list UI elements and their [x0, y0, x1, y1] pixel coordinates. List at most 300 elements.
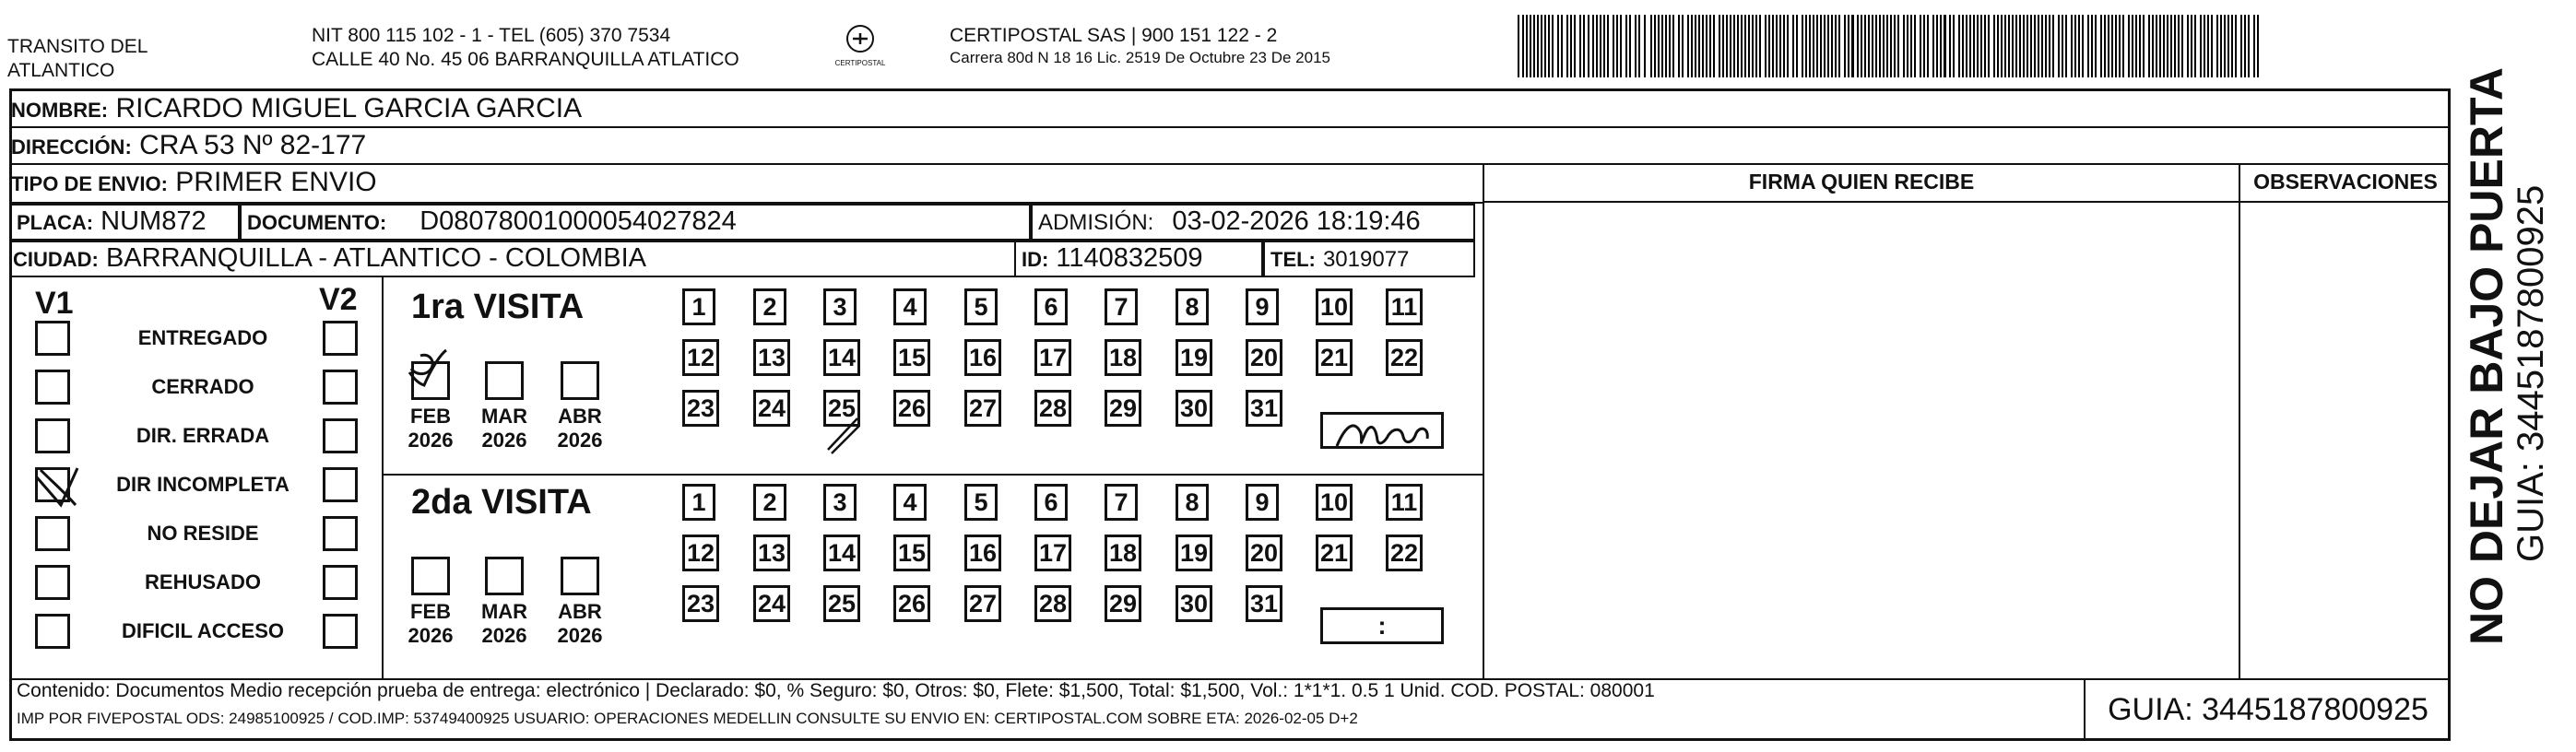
- barcode-bar: [2115, 15, 2117, 77]
- barcode-bar: [2220, 15, 2222, 77]
- day-box[interactable]: 26: [893, 390, 930, 427]
- nombre-value: RICARDO MIGUEL GARCIA GARCIA: [115, 93, 583, 123]
- barcode-bar: [1857, 15, 1859, 77]
- barcode-bar: [1596, 15, 1598, 77]
- month-year-label: 2026: [481, 429, 527, 452]
- logo-mark-icon: [828, 20, 892, 79]
- barcode-bar: [2248, 15, 2250, 77]
- barcode-bar: [2148, 15, 2150, 77]
- footer-contenido: Contenido: Documentos Medio recepción prueba de entrega: electrónico | Declarado: $0, % Seguro: $0, Otros: $0, Flete: $1,500, Total: $1,500, Vol.: 1*1*1. 0.5 1 Unid. COD. POSTAL: 080001: [17, 680, 1655, 701]
- barcode-bar: [1672, 15, 1674, 77]
- day-box[interactable]: 18: [1105, 339, 1141, 376]
- barcode-bar: [2187, 15, 2189, 77]
- day-box[interactable]: 27: [964, 390, 1001, 427]
- barcode-bar: [2119, 15, 2121, 77]
- barcode-bar: [1613, 15, 1614, 77]
- barcode-bar: [1868, 15, 1870, 77]
- day-box[interactable]: 23: [682, 585, 719, 622]
- nit-line: NIT 800 115 102 - 1 - TEL (605) 370 7534: [312, 25, 671, 46]
- day-box[interactable]: 28: [1034, 390, 1071, 427]
- day-box[interactable]: 5: [964, 484, 998, 521]
- barcode-bar: [1768, 15, 1770, 77]
- barcode-bar: [1616, 15, 1618, 77]
- day-box[interactable]: 15: [893, 339, 930, 376]
- v1-checkbox[interactable]: [35, 565, 70, 600]
- status-option-label: DIR. ERRADA: [136, 424, 270, 447]
- barcode-bar: [2027, 15, 2028, 77]
- nombre-label: NOMBRE:: [11, 99, 109, 122]
- barcode-bar: [1650, 15, 1652, 77]
- barcode-bar: [1969, 15, 1971, 77]
- firma-header: FIRMA QUIEN RECIBE: [1748, 170, 1975, 194]
- day-box[interactable]: 8: [1176, 484, 1209, 521]
- month-label: FEB: [410, 405, 451, 428]
- v2-checkbox[interactable]: [323, 516, 358, 551]
- barcode-bar: [1620, 15, 1622, 77]
- barcode-bar: [2038, 15, 2039, 77]
- barcode-bar: [1678, 15, 1680, 77]
- barcode-bar: [1579, 15, 1581, 77]
- observaciones-header: OBSERVACIONES: [2253, 170, 2438, 194]
- barcode-bar: [1709, 15, 1711, 77]
- admision-cell: [1031, 204, 1475, 241]
- barcode-bar: [2045, 15, 2047, 77]
- day-box[interactable]: 1: [682, 288, 715, 325]
- barcode-bar: [1658, 15, 1660, 77]
- barcode-bar: [2159, 15, 2161, 77]
- day-box[interactable]: 2: [753, 484, 786, 521]
- placa-value: NUM872: [100, 206, 207, 236]
- day-box[interactable]: 8: [1176, 288, 1209, 325]
- barcode-bar: [1802, 15, 1803, 77]
- status-divider: [382, 277, 384, 680]
- barcode-bar: [2216, 15, 2218, 77]
- footer-imp: IMP POR FIVEPOSTAL ODS: 24985100925 / COD.IMP: 53749400925 USUARIO: OPERACIONES MEDELLIN CONSULTE SU ENVIO EN: CERTIPOSTAL.COM SOBRE ETA: 2026-02-05 D+2: [17, 710, 1358, 727]
- barcode-bar: [1691, 15, 1693, 77]
- day-box[interactable]: 19: [1176, 535, 1212, 571]
- barcode-bar: [1787, 15, 1789, 77]
- side-guia: GUIA: 3445187800925: [2511, 184, 2551, 562]
- status-option-label: DIFICIL ACCESO: [121, 619, 284, 642]
- day-box[interactable]: 29: [1105, 390, 1141, 427]
- ciudad-label: CIUDAD:: [13, 248, 99, 271]
- day-box[interactable]: 30: [1176, 390, 1212, 427]
- barcode-bar: [1864, 15, 1866, 77]
- nombre-row: [9, 91, 2451, 128]
- documento-label: DOCUMENTO:: [247, 211, 387, 234]
- tel-value: 3019077: [1322, 247, 1410, 272]
- barcode-bar: [1600, 15, 1601, 77]
- day-box[interactable]: 4: [893, 288, 927, 325]
- barcode-bar: [1844, 15, 1846, 77]
- day-box[interactable]: 17: [1034, 339, 1071, 376]
- barcode-bar: [1518, 15, 1519, 77]
- month-checkbox[interactable]: [561, 557, 599, 595]
- barcode-bar: [1997, 15, 1999, 77]
- barcode-bar: [1665, 15, 1667, 77]
- barcode-bar: [2240, 15, 2242, 77]
- barcode-bar: [2004, 15, 2006, 77]
- barcode-bar: [2224, 15, 2226, 77]
- v1-checkbox[interactable]: [35, 418, 70, 453]
- barcode-bar: [1706, 15, 1707, 77]
- barcode-bar: [2041, 15, 2043, 77]
- barcode-bar: [1566, 15, 1568, 77]
- v1-checkbox[interactable]: [35, 321, 70, 356]
- barcode-bar: [1949, 15, 1951, 77]
- barcode-bar: [2078, 15, 2080, 77]
- placa-cell: [9, 204, 240, 241]
- barcode-bar: [1592, 15, 1594, 77]
- org-contact: [312, 24, 739, 72]
- barcode-bar: [2207, 15, 2209, 77]
- org-line2: ATLANTICO: [7, 60, 115, 81]
- barcode-bar: [1962, 15, 1964, 77]
- month-year-label: 2026: [408, 429, 454, 452]
- month-checkbox[interactable]: [485, 361, 524, 400]
- barcode-bar: [1635, 15, 1637, 77]
- barcode-bar: [1886, 15, 1888, 77]
- barcode-bar: [1883, 15, 1885, 77]
- barcode-bar: [2143, 15, 2145, 77]
- barcode-bar: [1988, 15, 1990, 77]
- barcode-bar: [1695, 15, 1696, 77]
- day-box[interactable]: 21: [1316, 535, 1353, 571]
- v1-checkbox[interactable]: [35, 370, 70, 405]
- barcode-bar: [1748, 15, 1750, 77]
- barcode-bar: [1813, 15, 1814, 77]
- org-line1: TRANSITO DEL: [7, 36, 148, 57]
- documento-value: D08078001000054027824: [419, 206, 737, 236]
- barcode-bar: [1755, 15, 1757, 77]
- barcode-bar: [2049, 15, 2050, 77]
- barcode-bar: [1741, 15, 1743, 77]
- v1-checkbox[interactable]: [35, 516, 70, 551]
- barcode-bar: [1719, 15, 1720, 77]
- day-box[interactable]: 30: [1176, 585, 1212, 622]
- barcode-bar: [1820, 15, 1822, 77]
- barcode-bar: [2235, 15, 2237, 77]
- status-option-label: DIR INCOMPLETA: [116, 473, 290, 496]
- day-box[interactable]: 23: [682, 390, 719, 427]
- day-box[interactable]: 4: [893, 484, 927, 521]
- barcode-bar: [2087, 15, 2089, 77]
- barcode-bar: [2167, 15, 2168, 77]
- day-box[interactable]: 5: [964, 288, 998, 325]
- id-value: 1140832509: [1056, 243, 1203, 273]
- barcode-bar: [1661, 15, 1663, 77]
- day-box[interactable]: 10: [1316, 484, 1353, 521]
- v2-checkbox[interactable]: [323, 370, 358, 405]
- day-box[interactable]: 24: [753, 390, 790, 427]
- barcode-bar: [2253, 15, 2255, 77]
- company-line: CERTIPOSTAL SAS | 900 151 122 - 2: [950, 25, 1278, 46]
- v2-checkbox[interactable]: [323, 321, 358, 356]
- barcode-bar: [2111, 15, 2113, 77]
- month-label: ABR: [558, 405, 602, 428]
- barcode-bar: [2074, 15, 2076, 77]
- month-year-label: 2026: [408, 624, 454, 647]
- visit-divider: [382, 474, 1484, 476]
- barcode-bar: [1537, 15, 1539, 77]
- barcode-bar: [1872, 15, 1873, 77]
- day-box[interactable]: 17: [1034, 535, 1071, 571]
- day-box[interactable]: 7: [1105, 484, 1138, 521]
- barcode-bar: [2065, 15, 2067, 77]
- side-warning: NO DEJAR BAJO PUERTA: [2461, 67, 2512, 645]
- v2-checkbox[interactable]: [323, 565, 358, 600]
- documento-cell: [240, 204, 1031, 241]
- day-box[interactable]: 29: [1105, 585, 1141, 622]
- day-box[interactable]: 20: [1246, 535, 1282, 571]
- barcode-bar: [2128, 15, 2130, 77]
- direccion-label: DIRECCIÓN:: [11, 135, 132, 159]
- day-box[interactable]: 16: [964, 339, 1001, 376]
- barcode-bar: [1776, 15, 1778, 77]
- day-box[interactable]: 13: [753, 339, 790, 376]
- barcode-bar: [2135, 15, 2137, 77]
- barcode-bar: [1603, 15, 1605, 77]
- barcode-bar: [1894, 15, 1896, 77]
- day-box[interactable]: 24: [753, 585, 790, 622]
- v2-checkbox[interactable]: [323, 418, 358, 453]
- visit-2-title: 2da VISITA: [411, 483, 592, 522]
- barcode-bar: [1805, 15, 1807, 77]
- barcode-bar: [2091, 15, 2093, 77]
- barcode-bar: [1644, 15, 1646, 77]
- observaciones-left-line: [2239, 165, 2240, 680]
- barcode-bar: [1682, 15, 1684, 77]
- tel-label: TEL:: [1270, 248, 1316, 271]
- barcode-bar: [1940, 15, 1942, 77]
- barcode-bar: [1816, 15, 1818, 77]
- direccion-value: CRA 53 Nº 82-177: [139, 130, 367, 160]
- day-box[interactable]: 18: [1105, 535, 1141, 571]
- barcode-bar: [1879, 15, 1881, 77]
- barcode-bar: [2244, 15, 2246, 77]
- day-box[interactable]: 7: [1105, 288, 1138, 325]
- barcode-bar: [1796, 15, 1798, 77]
- day-box[interactable]: 31: [1246, 390, 1282, 427]
- day-box[interactable]: 26: [893, 585, 930, 622]
- columns-header-line: [1483, 201, 2451, 203]
- barcode-bar: [2122, 15, 2124, 77]
- barcode-bar: [2023, 15, 2025, 77]
- status-option-label: REHUSADO: [145, 570, 261, 593]
- barcode-bar: [1927, 15, 1929, 77]
- day-box[interactable]: 25: [823, 390, 860, 427]
- status-option-label: NO RESIDE: [147, 522, 259, 545]
- barcode: [1518, 0, 2264, 83]
- tipo-value: PRIMER ENVIO: [175, 167, 377, 197]
- day-box[interactable]: 15: [893, 535, 930, 571]
- barcode-bar: [1835, 15, 1837, 77]
- day-box[interactable]: 14: [823, 339, 860, 376]
- barcode-bar: [2163, 15, 2165, 77]
- v2-checkbox[interactable]: [323, 467, 358, 502]
- barcode-bar: [2227, 15, 2229, 77]
- id-cell: [1014, 241, 1263, 277]
- v2-header: V2: [319, 282, 358, 317]
- footer-guia: GUIA: 3445187800925: [2108, 692, 2428, 727]
- barcode-bar: [2132, 15, 2133, 77]
- month-checkbox[interactable]: [485, 557, 524, 595]
- ciudad-cell: [9, 241, 1014, 277]
- tipo-row: [9, 165, 1484, 204]
- direccion-row: [9, 128, 2451, 165]
- barcode-bar: [1526, 15, 1528, 77]
- dir-incompleta-checkmark-icon: [33, 464, 85, 516]
- barcode-bar: [1698, 15, 1700, 77]
- day-box[interactable]: 3: [823, 484, 857, 521]
- barcode-bar: [1530, 15, 1531, 77]
- day-box[interactable]: 21: [1316, 339, 1353, 376]
- barcode-bar: [1687, 15, 1689, 77]
- barcode-bar: [2008, 15, 2010, 77]
- month-year-label: 2026: [481, 624, 527, 647]
- barcode-bar: [2231, 15, 2233, 77]
- barcode-bar: [2257, 15, 2259, 77]
- day-box[interactable]: 13: [753, 535, 790, 571]
- barcode-bar: [1966, 15, 1967, 77]
- barcode-bar: [1958, 15, 1960, 77]
- barcode-bar: [1923, 15, 1925, 77]
- month-checkbox[interactable]: [561, 361, 599, 400]
- barcode-bar: [1570, 15, 1572, 77]
- barcode-bar: [2200, 15, 2202, 77]
- day-box[interactable]: 20: [1246, 339, 1282, 376]
- barcode-bar: [1851, 15, 1854, 77]
- day-box[interactable]: 14: [823, 535, 860, 571]
- day-box[interactable]: 12: [682, 339, 719, 376]
- barcode-bar: [2104, 15, 2106, 77]
- barcode-bar: [1890, 15, 1892, 77]
- barcode-bar: [2174, 15, 2176, 77]
- barcode-bar: [1522, 15, 1524, 77]
- day-box[interactable]: 11: [1386, 288, 1423, 325]
- barcode-bar: [1744, 15, 1746, 77]
- day-box[interactable]: 25: [823, 585, 860, 622]
- extra-day-box[interactable]: :: [1320, 607, 1444, 644]
- ciudad-value: BARRANQUILLA - ATLANTICO - COLOMBIA: [105, 243, 646, 273]
- barcode-bar: [1759, 15, 1761, 77]
- day-box[interactable]: 3: [823, 288, 857, 325]
- barcode-bar: [1629, 15, 1631, 77]
- barcode-bar: [2082, 15, 2084, 77]
- barcode-bar: [1910, 15, 1912, 77]
- barcode-bar: [1903, 15, 1905, 77]
- day-box[interactable]: 1: [682, 484, 715, 521]
- day-25-strike-icon: [822, 413, 863, 457]
- barcode-bar: [1920, 15, 1921, 77]
- barcode-bar: [1838, 15, 1840, 77]
- barcode-bar: [1752, 15, 1754, 77]
- handwritten-signature-icon: [1328, 415, 1438, 455]
- day-box[interactable]: 6: [1034, 484, 1068, 521]
- barcode-bar: [1607, 15, 1609, 77]
- barcode-bar: [1824, 15, 1826, 77]
- barcode-bar: [1557, 15, 1559, 77]
- visit1-feb-checkmark-icon: [402, 347, 454, 402]
- month-label: ABR: [558, 600, 602, 623]
- barcode-bar: [1861, 15, 1862, 77]
- day-box[interactable]: 11: [1386, 484, 1423, 521]
- day-box[interactable]: 2: [753, 288, 786, 325]
- barcode-bar: [2108, 15, 2109, 77]
- day-box[interactable]: 31: [1246, 585, 1282, 622]
- month-label: FEB: [410, 600, 451, 623]
- barcode-bar: [2062, 15, 2063, 77]
- barcode-bar: [1733, 15, 1735, 77]
- barcode-bar: [1765, 15, 1767, 77]
- barcode-bar: [1984, 15, 1986, 77]
- logo-text: CERTIPOSTAL: [834, 59, 886, 67]
- barcode-bar: [1914, 15, 1916, 77]
- tipo-label: TIPO DE ENVIO:: [11, 172, 168, 195]
- barcode-bar: [2170, 15, 2172, 77]
- barcode-bar: [1730, 15, 1731, 77]
- day-box[interactable]: 6: [1034, 288, 1068, 325]
- admision-label: ADMISIÓN:: [1038, 210, 1154, 235]
- day-box[interactable]: 9: [1246, 484, 1279, 521]
- day-box[interactable]: 19: [1176, 339, 1212, 376]
- barcode-bar: [2204, 15, 2205, 77]
- barcode-bar: [2100, 15, 2102, 77]
- barcode-bar: [1654, 15, 1656, 77]
- day-box[interactable]: 28: [1034, 585, 1071, 622]
- barcode-bar: [1737, 15, 1739, 77]
- day-box[interactable]: 16: [964, 535, 1001, 571]
- month-label: MAR: [480, 405, 528, 428]
- barcode-bar: [1936, 15, 1938, 77]
- barcode-bar: [2034, 15, 2036, 77]
- day-box[interactable]: 22: [1386, 535, 1423, 571]
- status-option-label: ENTREGADO: [137, 326, 268, 349]
- barcode-bar: [2071, 15, 2073, 77]
- day-box[interactable]: 9: [1246, 288, 1279, 325]
- barcode-bar: [1897, 15, 1899, 77]
- admision-value: 03-02-2026 18:19:46: [1172, 206, 1421, 236]
- barcode-bar: [1533, 15, 1535, 77]
- v1-header: V1: [35, 286, 74, 321]
- company-info: [950, 24, 1330, 68]
- barcode-bar: [1792, 15, 1794, 77]
- day-box[interactable]: 12: [682, 535, 719, 571]
- barcode-bar: [1875, 15, 1877, 77]
- barcode-bar: [2152, 15, 2154, 77]
- barcode-bar: [1588, 15, 1589, 77]
- barcode-bar: [1848, 15, 1849, 77]
- v2-checkbox[interactable]: [323, 614, 358, 649]
- barcode-bar: [2095, 15, 2097, 77]
- v1-checkbox[interactable]: [35, 614, 70, 649]
- barcode-bar: [2191, 15, 2192, 77]
- day-box[interactable]: 27: [964, 585, 1001, 622]
- license-line: Carrera 80d N 18 16 Lic. 2519 De Octubre 23 De 2015: [950, 49, 1330, 66]
- month-checkbox[interactable]: [411, 557, 450, 595]
- day-box[interactable]: 22: [1386, 339, 1423, 376]
- barcode-bar: [1977, 15, 1979, 77]
- barcode-bar: [1726, 15, 1728, 77]
- barcode-bar: [1973, 15, 1975, 77]
- barcode-bar: [1561, 15, 1563, 77]
- certipostal-logo: [828, 20, 892, 79]
- barcode-bar: [1953, 15, 1955, 77]
- org-name: [7, 35, 148, 83]
- barcode-bar: [2019, 15, 2021, 77]
- placa-label: PLACA:: [17, 211, 94, 234]
- day-box[interactable]: 10: [1316, 288, 1353, 325]
